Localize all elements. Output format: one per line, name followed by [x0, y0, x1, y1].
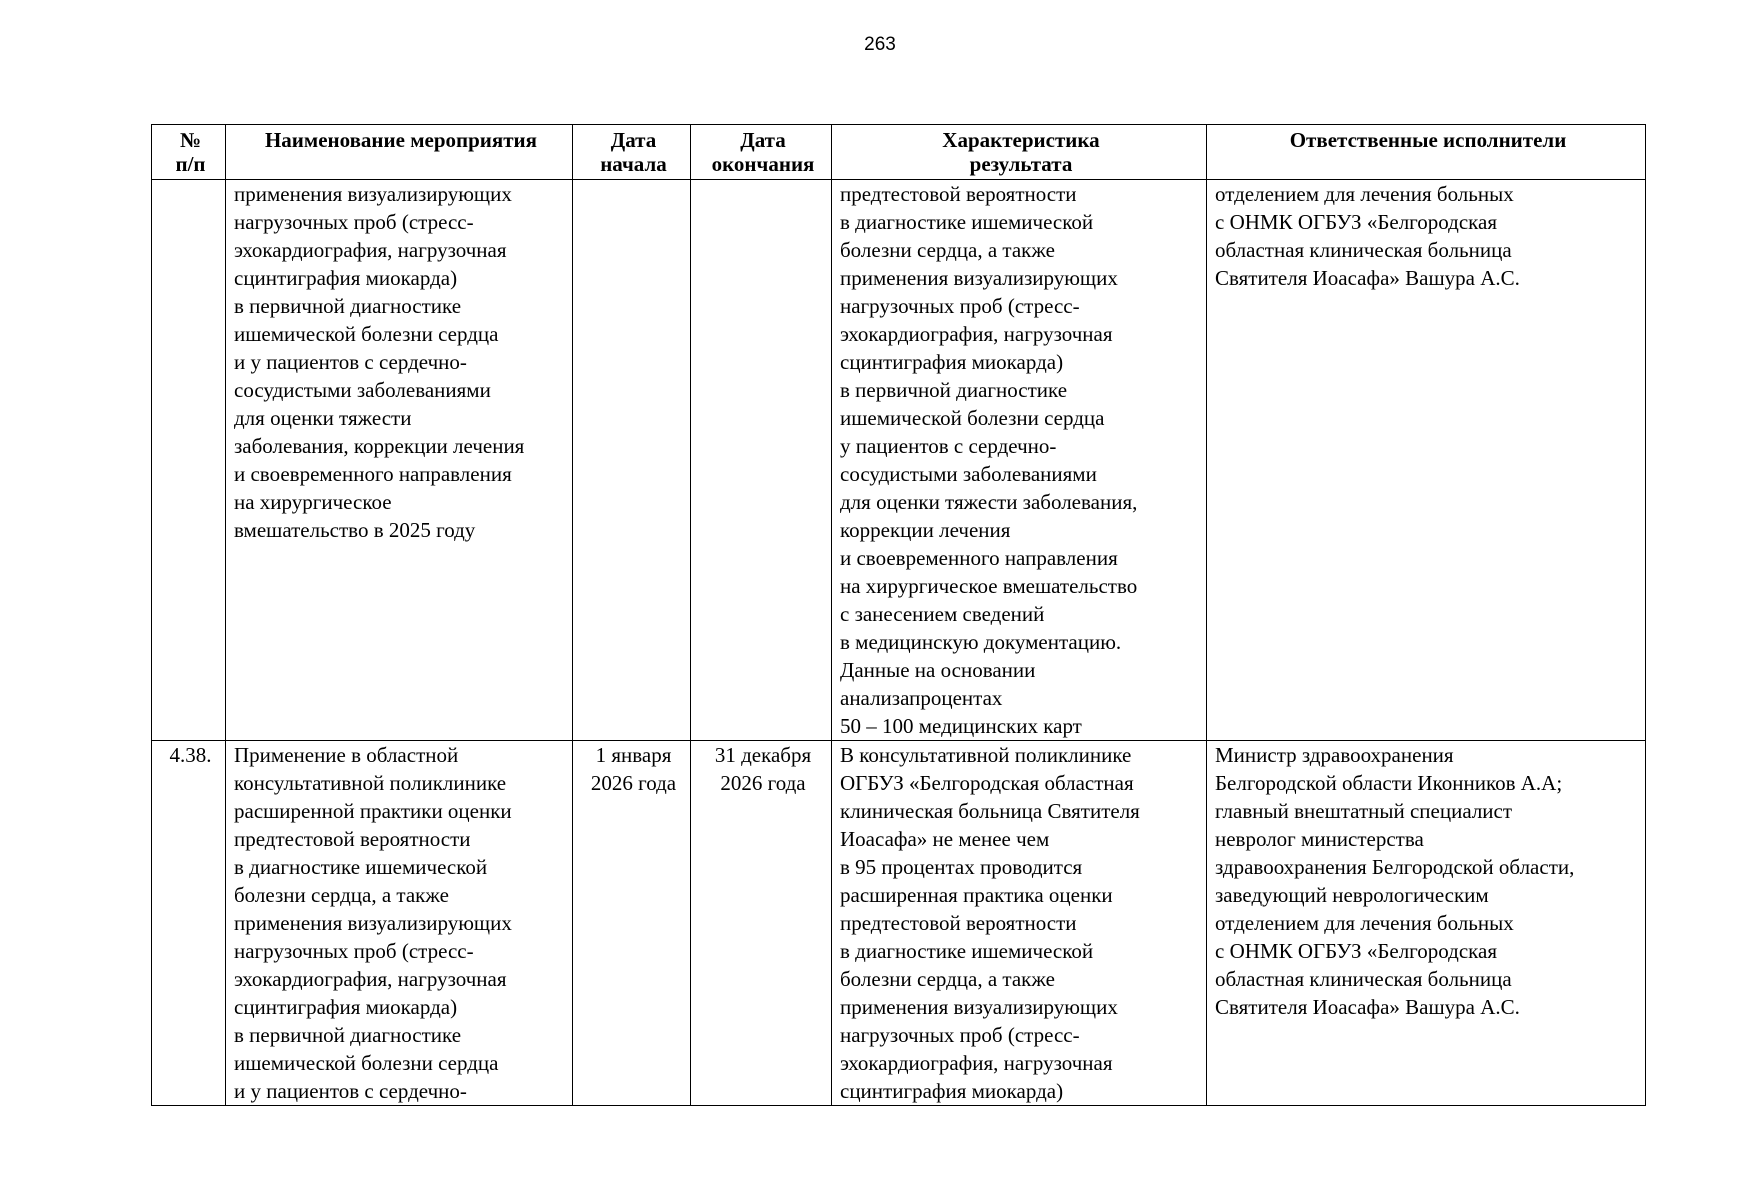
- header-name: Наименование мероприятия: [226, 125, 573, 180]
- cell-start-date: 1 января 2026 года: [573, 741, 691, 1106]
- cell-responsible: отделением для лечения больных с ОНМК ОГБУЗ «Белгородская областная клиническая больница Святителя Иоасафа» Вашура А.С.: [1207, 180, 1646, 741]
- header-end-date: Дата окончания: [691, 125, 832, 180]
- table-row: [152, 180, 1646, 741]
- table-header-row: [152, 125, 1646, 180]
- header-result: Характеристика результата: [832, 125, 1207, 180]
- header-responsible: Ответственные исполнители: [1207, 125, 1646, 180]
- header-start-date: Дата начала: [573, 125, 691, 180]
- header-num: № п/п: [152, 125, 226, 180]
- cell-num: 4.38.: [152, 741, 226, 1106]
- cell-result: предтестовой вероятности в диагностике ишемической болезни сердца, а также применения визуализирующих нагрузочных проб (стресс- эхокардиография, нагрузочная сцинтиграфия миокарда) в первичной диагностике ишемической болезни сердца у пациентов с сердечно- сосудистыми заболеваниями для оценки тяжести заболевания, коррекции лечения и своевременного направления на хирургическое вмешательство с занесением сведений в медицинскую документацию. Данные на основании анализапроцентах 50 – 100 медицинских карт: [832, 180, 1207, 741]
- cell-num: [152, 180, 226, 741]
- table-row: [152, 741, 1646, 1106]
- cell-name: применения визуализирующих нагрузочных проб (стресс- эхокардиография, нагрузочная сцинтиграфия миокарда) в первичной диагностике ишемической болезни сердца и у пациентов с сердечно- сосудистыми заболеваниями для оценки тяжести заболевания, коррекции лечения и своевременного направления на хирургическое вмешательство в 2025 году: [226, 180, 573, 741]
- measures-table: [151, 124, 1646, 1106]
- cell-start-date: [573, 180, 691, 741]
- cell-end-date: 31 декабря 2026 года: [691, 741, 832, 1106]
- page-number: 263: [864, 34, 896, 55]
- cell-result: В консультативной поликлинике ОГБУЗ «Белгородская областная клиническая больница Святителя Иоасафа» не менее чем в 95 процентах проводится расширенная практика оценки предтестовой вероятности в диагностике ишемической болезни сердца, а также применения визуализирующих нагрузочных проб (стресс- эхокардиография, нагрузочная сцинтиграфия миокарда): [832, 741, 1207, 1106]
- cell-responsible: Министр здравоохранения Белгородской области Иконников А.А; главный внештатный специалист невролог министерства здравоохранения Белгородской области, заведующий неврологическим отделением для лечения больных с ОНМК ОГБУЗ «Белгородская областная клиническая больница Святителя Иоасафа» Вашура А.С.: [1207, 741, 1646, 1106]
- cell-name: Применение в областной консультативной поликлинике расширенной практики оценки предтестовой вероятности в диагностике ишемической болезни сердца, а также применения визуализирующих нагрузочных проб (стресс- эхокардиография, нагрузочная сцинтиграфия миокарда) в первичной диагностике ишемической болезни сердца и у пациентов с сердечно-: [226, 741, 573, 1106]
- cell-end-date: [691, 180, 832, 741]
